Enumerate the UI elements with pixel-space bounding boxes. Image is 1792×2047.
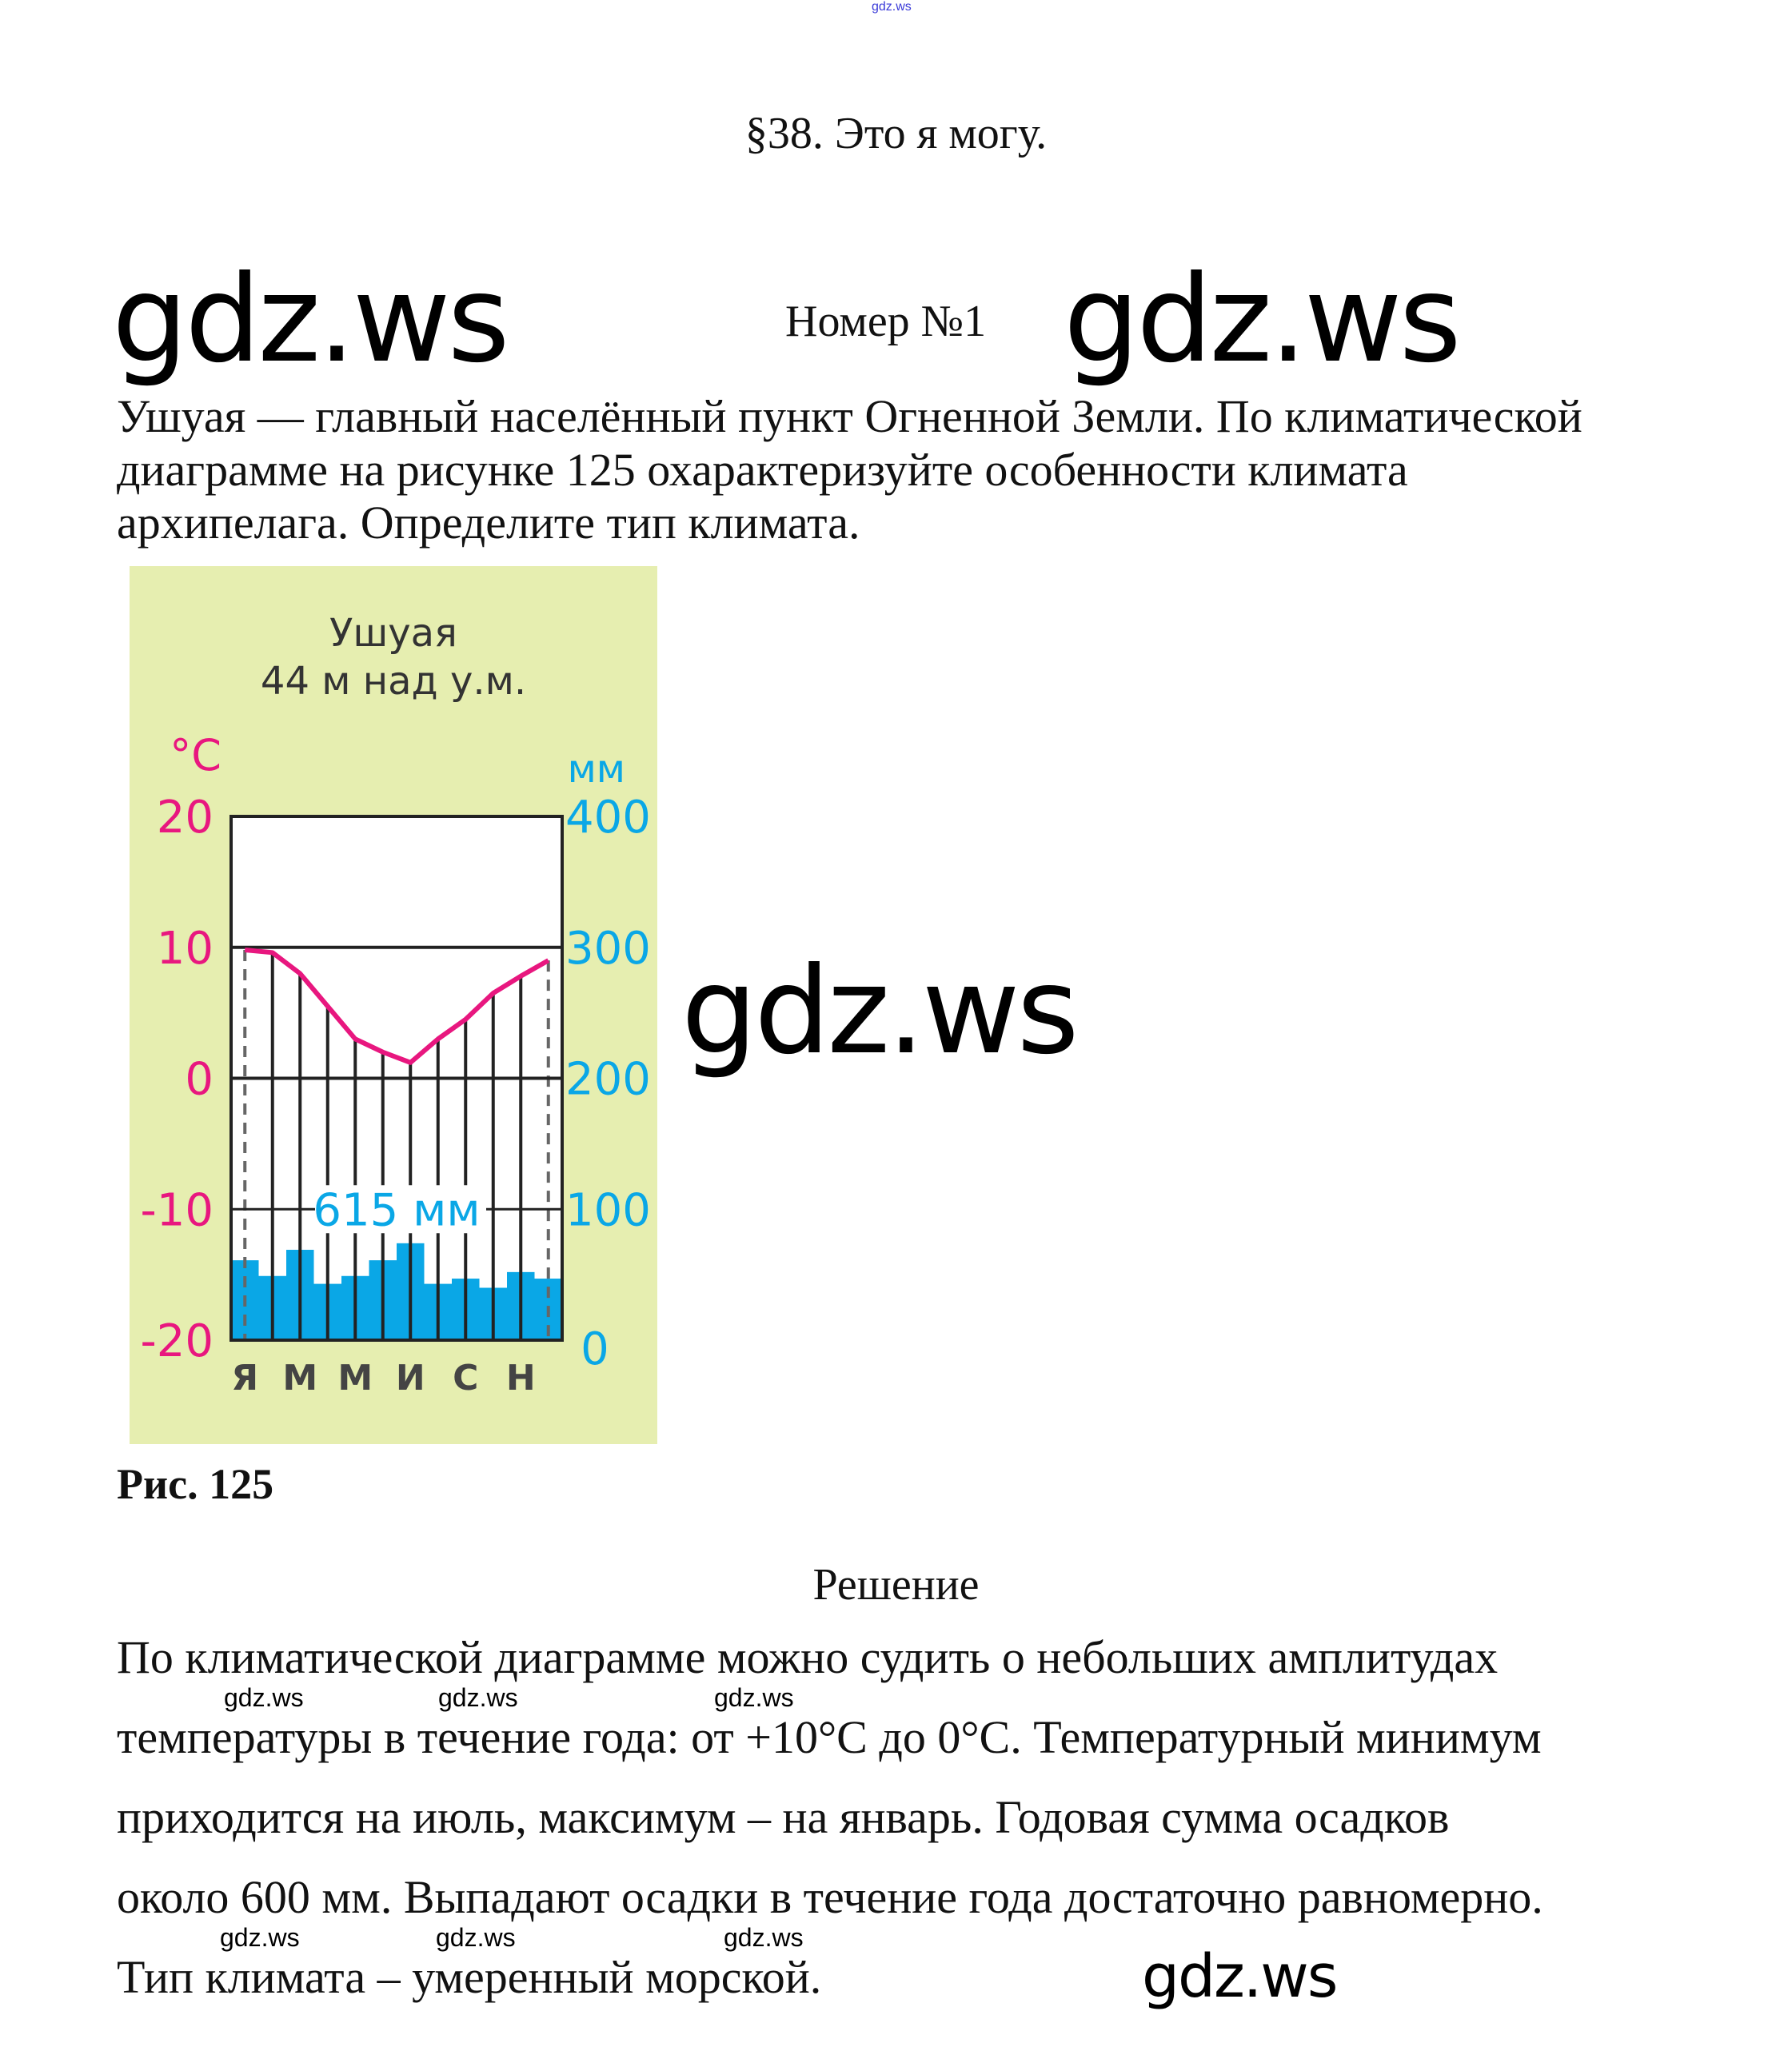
watermark-large-left: gdz.ws (112, 250, 507, 389)
watermark-small: gdz.ws (438, 1683, 518, 1712)
watermark-medium: gdz.ws (1142, 1942, 1337, 2011)
month-label: И (395, 1358, 425, 1399)
watermark-large-middle: gdz.ws (681, 942, 1076, 1081)
watermark-top: gdz.ws (872, 0, 912, 14)
climate-chart (130, 566, 657, 1444)
watermark-small: gdz.ws (224, 1683, 304, 1712)
solution-title: Решение (812, 1560, 980, 1610)
question-line: Ушуая — главный населённый пункт Огненной Земли. По климатической (117, 390, 1582, 442)
task-number: Номер №1 (785, 297, 987, 346)
chart-subtitle: 44 м над у.м. (260, 659, 527, 704)
question-line: архипелага. Определите тип климата. (117, 497, 860, 549)
y-left-tick: -20 (140, 1315, 214, 1367)
watermark-small: gdz.ws (220, 1923, 300, 1952)
y-left-tick: 20 (156, 792, 214, 844)
y-left-tick: -10 (140, 1184, 214, 1237)
month-label: М (282, 1358, 318, 1399)
y-right-tick: 200 (565, 1053, 651, 1106)
solution-line: По климатической диаграмме можно судить о небольших амплитудах (117, 1631, 1499, 1683)
page-heading: §38. Это я могу. (744, 109, 1048, 158)
solution-line: температуры в течение года: от +10°С до 0°С. Температурный минимум (117, 1711, 1542, 1763)
chart-title: Ушуая (329, 611, 457, 656)
watermark-small: gdz.ws (714, 1683, 794, 1712)
watermark-small: gdz.ws (724, 1923, 804, 1952)
y-right-tick: 100 (565, 1184, 651, 1237)
y-left-tick: 0 (185, 1053, 214, 1106)
month-label: Н (505, 1358, 536, 1399)
month-label: М (337, 1358, 373, 1399)
y-right-unit: мм (567, 747, 625, 792)
watermark-large-right: gdz.ws (1064, 250, 1459, 389)
month-label: С (453, 1358, 479, 1399)
month-label: Я (231, 1358, 259, 1399)
solution-line: около 600 мм. Выпадают осадки в течение года достаточно равномерно. (117, 1871, 1543, 1923)
y-left-tick: 10 (156, 922, 214, 975)
y-right-tick: 400 (565, 792, 651, 844)
watermark-small: gdz.ws (436, 1923, 516, 1952)
y-right-tick: 0 (581, 1323, 609, 1375)
figure-caption: Рис. 125 (117, 1460, 274, 1508)
annual-precip-label: 615 мм (313, 1184, 481, 1237)
solution-line: Тип климата – умеренный морской. (117, 1951, 822, 2003)
y-left-unit: °C (170, 730, 222, 780)
y-right-tick: 300 (565, 922, 651, 975)
question-line: диаграмме на рисунке 125 охарактеризуйте особенности климата (117, 444, 1408, 496)
solution-line: приходится на июль, максимум – на январь. Годовая сумма осадков (117, 1791, 1450, 1843)
